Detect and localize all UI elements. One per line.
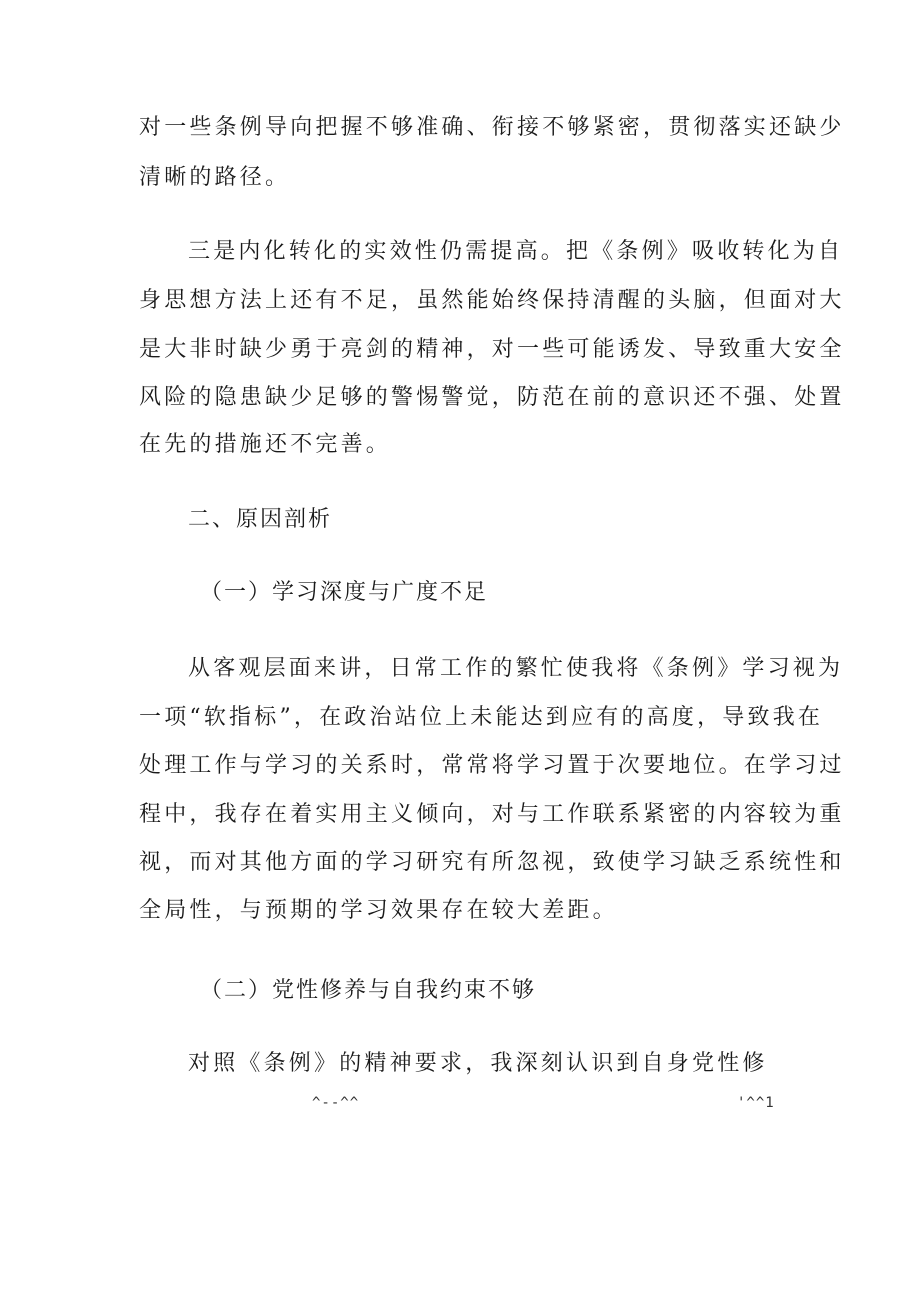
- paragraph-line: 程中，我存在着实用主义倾向，对与工作联系紧密的内容较为重: [139, 802, 845, 827]
- paragraph-line: 处理工作与学习的关系时，常常将学习置于次要地位。在学习过: [139, 753, 845, 778]
- section-heading: 二、原因剖析: [188, 507, 333, 532]
- paragraph-line: 是大非时缺少勇于亮剑的精神，对一些可能诱发、导致重大安全: [139, 337, 845, 362]
- paragraph-line: 从客观层面来讲，日常工作的繁忙使我将《条例》学习视为: [188, 656, 844, 681]
- paragraph-line: 身思想方法上还有不足，虽然能始终保持清醒的头脑，但面对大: [139, 288, 845, 313]
- paragraph-line: 对一些条例导向把握不够准确、衔接不够紧密，贯彻落实还缺少: [139, 115, 845, 140]
- paragraph-line: 对照《条例》的精神要求，我深刻认识到自身党性修: [188, 1051, 768, 1076]
- paragraph-line: 在先的措施还不完善。: [139, 432, 392, 457]
- footer-mark-right: '^^1: [737, 1095, 775, 1111]
- subsection-heading: （一）学习深度与广度不足: [200, 580, 489, 605]
- paragraph-line: 风险的隐患缺少足够的警惕警觉，防范在前的意识还不强、处置: [139, 385, 845, 410]
- paragraph-line: 清晰的路径。: [139, 165, 291, 190]
- paragraph-line: 一项“软指标”，在政治站位上未能达到应有的高度，导致我在: [139, 705, 824, 730]
- paragraph-line: 全局性，与预期的学习效果存在较大差距。: [139, 898, 618, 923]
- paragraph-line: 三是内化转化的实效性仍需提高。把《条例》吸收转化为自: [188, 239, 844, 264]
- paragraph-line: 视，而对其他方面的学习研究有所忽视，致使学习缺乏系统性和: [139, 850, 845, 875]
- subsection-heading: （二）党性修养与自我约束不够: [200, 978, 537, 1003]
- footer-mark-left: ^--^^: [312, 1095, 360, 1111]
